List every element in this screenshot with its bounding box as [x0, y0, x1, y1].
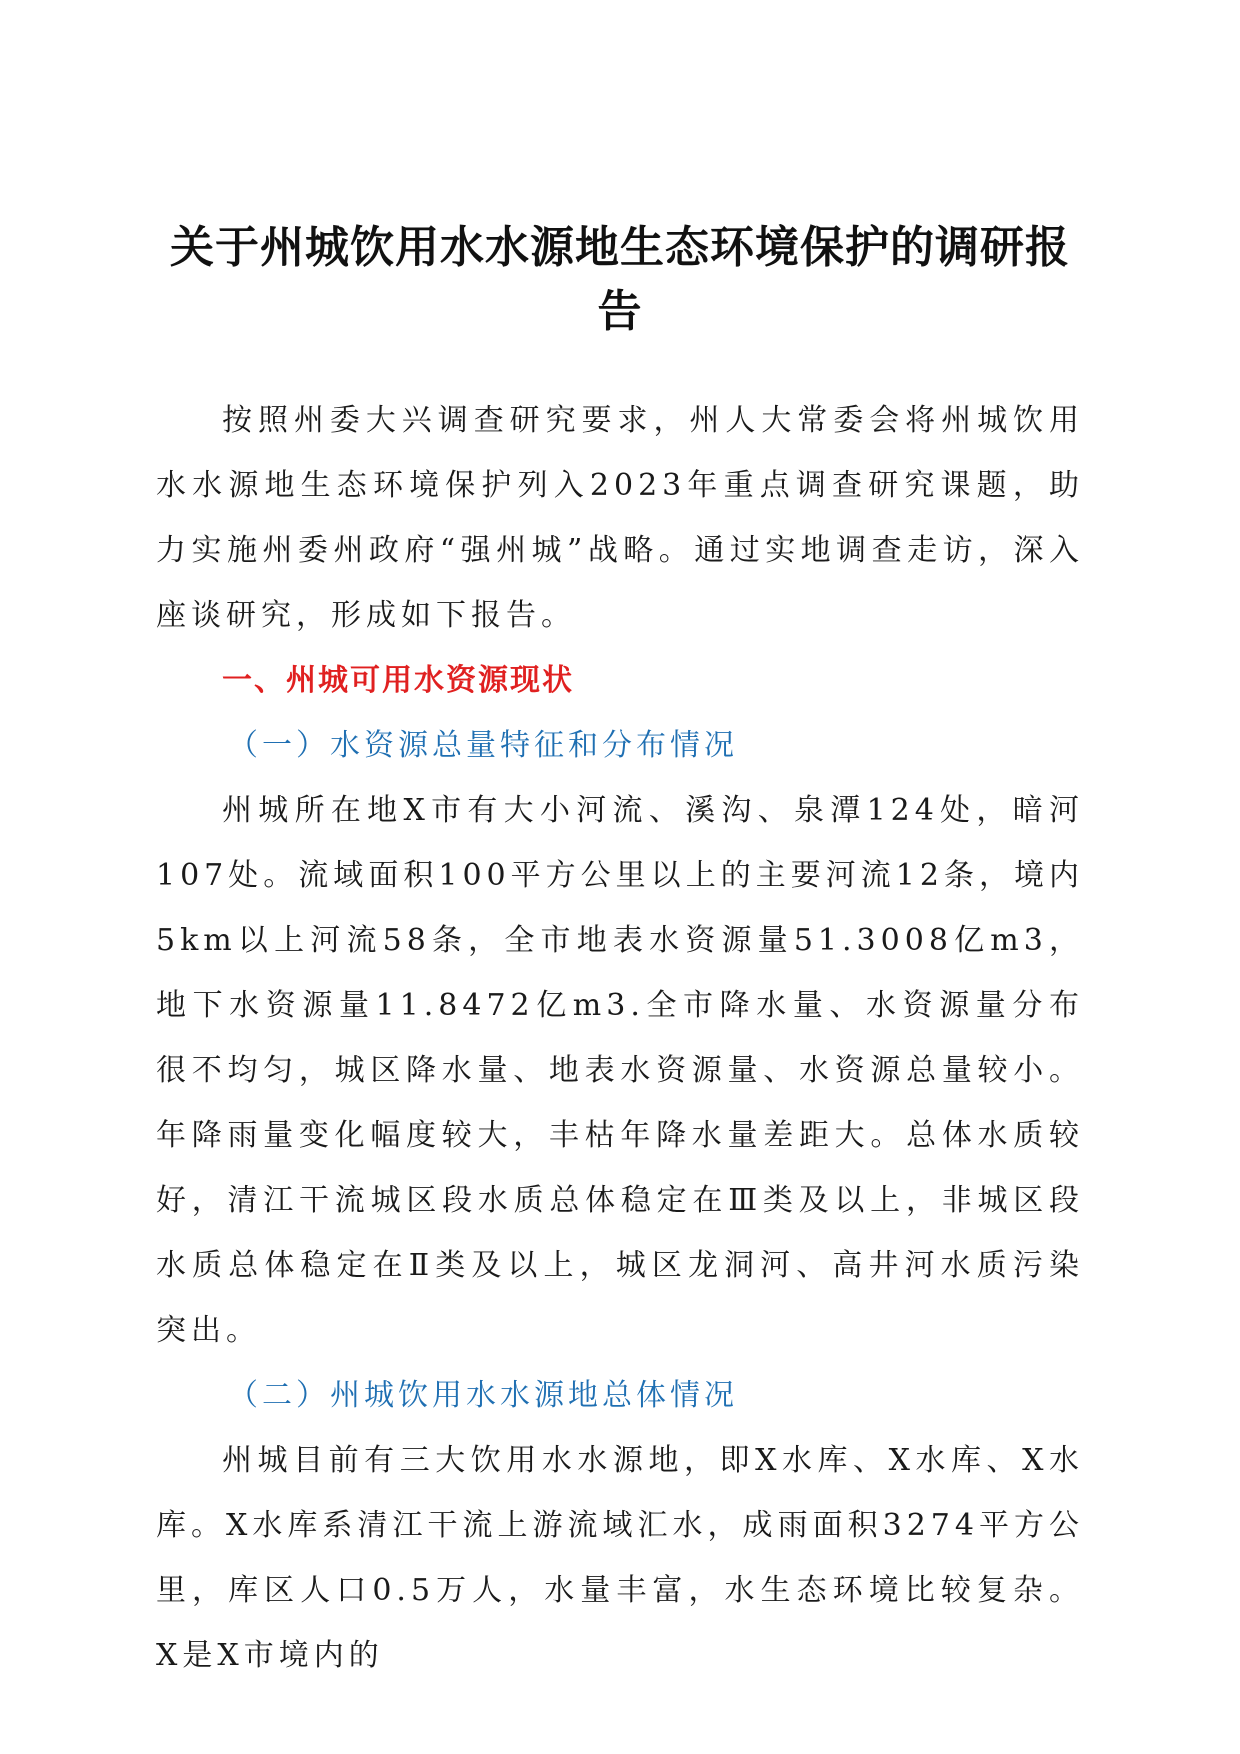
subsection-2-paragraph: 州城目前有三大饮用水水源地，即X水库、X水库、X水库。X水库系清江干流上游流域汇水，成雨面积3274平方公里，库区人口0.5万人，水量丰富，水生态环境比较复杂。X是X市境内的 — [156, 1443, 1084, 1673]
intro-paragraph: 按照州委大兴调查研究要求，州人大常委会将州城饮用水水源地生态环境保护列入2023年重点调查研究课题，助力实施州委州政府“强州城”战略。通过实地调查走访，深入座谈研究，形成如下报告。 — [156, 403, 1084, 633]
document-title: 关于州城饮用水水源地生态环境保护的调研报告 — [170, 222, 1070, 337]
subsection-heading-1: （一）水资源总量特征和分布情况 — [228, 728, 738, 763]
section-heading-1: 一、州城可用水资源现状 — [222, 663, 574, 698]
subsection-heading-2: （二）州城饮用水水源地总体情况 — [228, 1378, 738, 1413]
document-body — [156, 388, 1084, 1688]
subsection-1-paragraph: 州城所在地X市有大小河流、溪沟、泉潭124处，暗河107处。流域面积100平方公里以上的主要河流12条，境内5km以上河流58条，全市地表水资源量51.3008亿m3，地下水资源量11.8472亿m3.全市降水量、水资源量分布很不均匀，城区降水量、地表水资源量、水资源总量较小。年降雨量变化幅度较大，丰枯年降水量差距大。总体水质较好，清江干流城区段水质总体稳定在Ⅲ类及以上，非城区段水质总体稳定在Ⅱ类及以上，城区龙洞河、高井河水质污染突出。 — [156, 793, 1084, 1348]
